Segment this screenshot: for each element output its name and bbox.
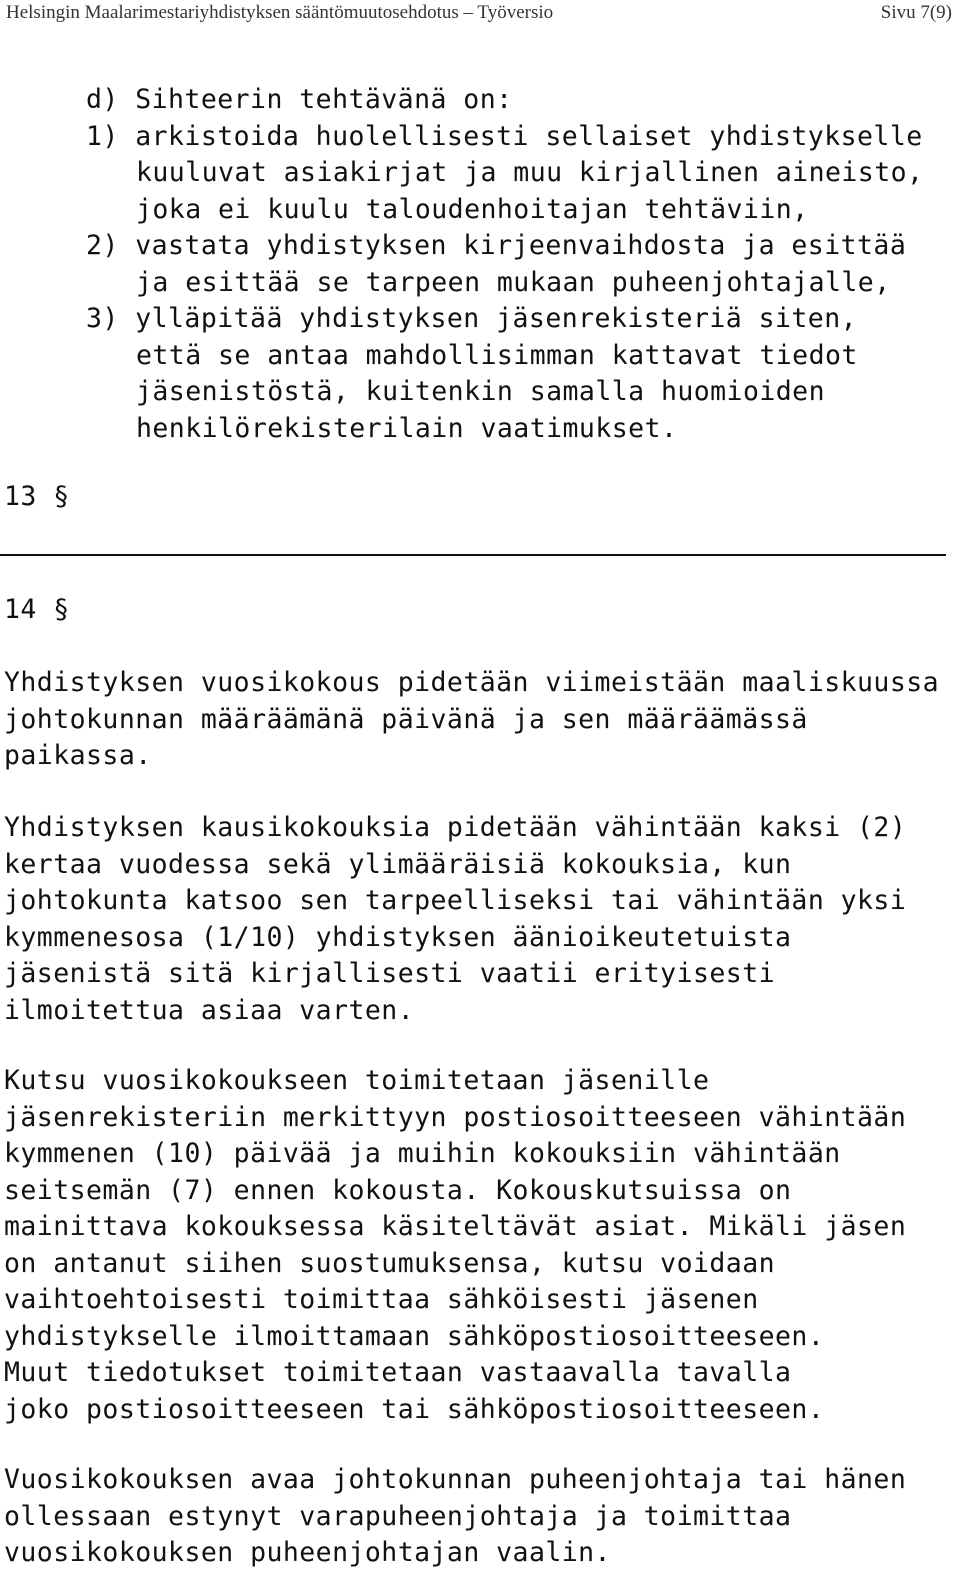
paragraph-line: Kutsu vuosikokoukseen toimitetaan jäsenille: [4, 1065, 710, 1096]
paragraph-line: joko postiosoitteeseen tai sähköpostiosoitteeseen.: [4, 1393, 825, 1425]
paragraph-line: johtokunnan määräämänä päivänä ja sen määräämässä: [4, 703, 808, 735]
secretary-duties-list: [86, 82, 946, 447]
paragraph-line: vuosikokouksen puheenjohtajan vaalin.: [4, 1537, 611, 1568]
list-item-continuation: että se antaa mahdollisimman kattavat tiedot: [136, 339, 858, 371]
paragraph-line: kertaa vuodessa sekä ylimääräisiä kokouksia, kun: [4, 848, 792, 880]
page-number: Sivu 7(9): [880, 2, 952, 23]
paragraph-meeting-invitation: [4, 1063, 954, 1428]
paragraph-annual-meeting: [4, 665, 954, 775]
section-heading-13: 13 §: [4, 481, 70, 512]
paragraph-line: johtokunta katsoo sen tarpeelliseksi tai vähintään yksi: [4, 885, 907, 916]
paragraph-line: mainittava kokouksessa käsiteltävät asiat. Mikäli jäsen: [4, 1211, 907, 1242]
paragraph-line: paikassa.: [4, 740, 152, 771]
list-item-continuation: ja esittää se tarpeen mukaan puheenjohtajalle,: [136, 266, 891, 298]
paragraph-line: on antanut siihen suostumuksensa, kutsu voidaan: [4, 1247, 776, 1279]
section-divider: [0, 554, 946, 556]
section-heading-14: 14 §: [4, 594, 70, 625]
list-item: 1) arkistoida huolellisesti sellaiset yhdistykselle: [86, 120, 923, 152]
paragraph-line: Muut tiedotukset toimitetaan vastaavalla tavalla: [4, 1357, 792, 1388]
list-item-continuation: henkilörekisterilain vaatimukset.: [136, 412, 678, 444]
paragraph-line: yhdistykselle ilmoittamaan sähköpostiosoitteeseen.: [4, 1320, 825, 1352]
list-heading: d) Sihteerin tehtävänä on:: [86, 84, 513, 115]
page-header: [6, 0, 952, 28]
list-item-continuation: jäsenistöstä, kuitenkin samalla huomioiden: [136, 376, 825, 407]
paragraph-line: Yhdistyksen vuosikokous pidetään viimeistään maaliskuussa: [4, 667, 940, 698]
paragraph-line: vaihtoehtoisesti toimittaa sähköisesti jäsenen: [4, 1284, 759, 1315]
paragraph-line: ilmoitettua asiaa varten.: [4, 994, 415, 1026]
paragraph-line: seitsemän (7) ennen kokousta. Kokouskutsuissa on: [4, 1174, 792, 1206]
paragraph-line: Yhdistyksen kausikokouksia pidetään vähintään kaksi (2): [4, 812, 907, 843]
list-item: 2) vastata yhdistyksen kirjeenvaihdosta ja esittää: [86, 230, 907, 261]
list-item-continuation: kuuluvat asiakirjat ja muu kirjallinen aineisto,: [136, 157, 924, 188]
paragraph-meeting-opening: [4, 1462, 954, 1572]
paragraph-line: jäsenrekisteriin merkittyyn postiosoitteeseen vähintään: [4, 1101, 907, 1133]
list-item-continuation: joka ei kuulu taloudenhoitajan tehtäviin,: [136, 193, 809, 225]
paragraph-line: kymmenesosa (1/10) yhdistyksen äänioikeutetuista: [4, 921, 792, 953]
paragraph-line: kymmenen (10) päivää ja muihin kokouksiin vähintään: [4, 1138, 841, 1169]
document-title: Helsingin Maalarimestariyhdistyksen sääntömuutosehdotus – Työversio: [6, 2, 554, 23]
paragraph-seasonal-meetings: [4, 810, 954, 1029]
list-item: 3) ylläpitää yhdistyksen jäsenrekisteriä siten,: [86, 303, 858, 334]
paragraph-line: jäsenistä sitä kirjallisesti vaatii erityisesti: [4, 958, 776, 989]
paragraph-line: Vuosikokouksen avaa johtokunnan puheenjohtaja tai hänen: [4, 1464, 907, 1495]
paragraph-line: ollessaan estynyt varapuheenjohtaja ja toimittaa: [4, 1500, 792, 1532]
